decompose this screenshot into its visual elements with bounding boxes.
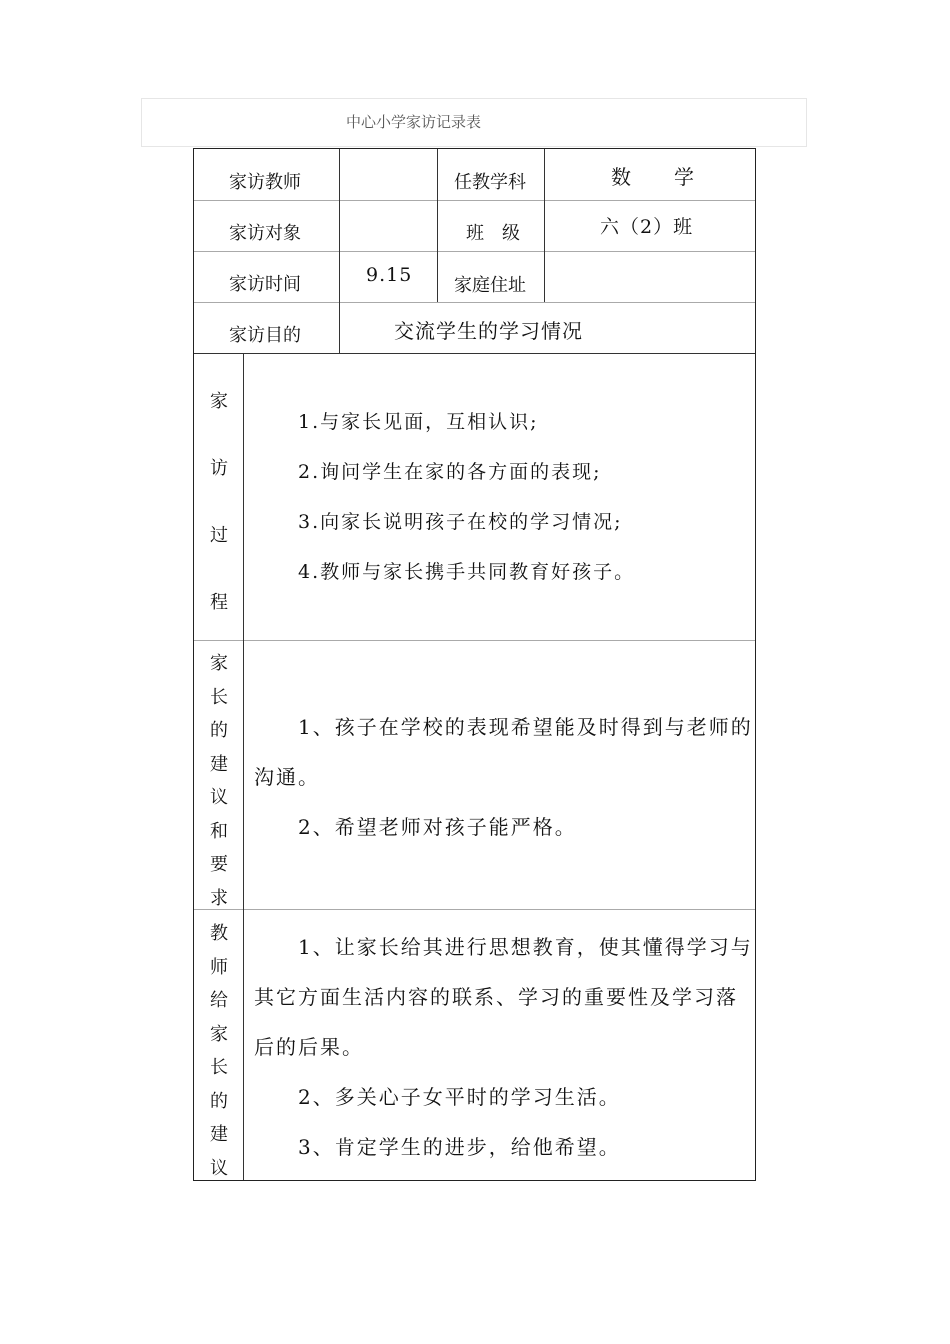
address-label: 家庭住址 (454, 275, 526, 296)
document-title: 中心小学家访记录表 (346, 113, 482, 131)
parent-label-char: 求 (210, 887, 228, 909)
teacher-suggestion-line: 2、多关心子女平时的学习生活。 (298, 1085, 621, 1109)
teacher-suggestion-line: 后的后果。 (254, 1035, 364, 1059)
process-label-char: 家 (210, 391, 228, 412)
parent-suggestion-line: 沟通。 (254, 765, 320, 789)
purpose-value: 交流学生的学习情况 (394, 319, 583, 343)
process-label-char: 过 (210, 525, 228, 546)
teacher-suggestions-label (194, 919, 244, 1187)
teacher-label-char: 师 (210, 956, 228, 978)
parent-suggestion-line: 2、希望老师对孩子能严格。 (298, 815, 577, 839)
teacher-label-char: 给 (210, 990, 228, 1011)
process-item: 1.与家长见面，互相认识; (298, 411, 539, 433)
parent-label-char: 长 (210, 686, 228, 708)
parent-suggestions-label (194, 649, 244, 917)
subject-label: 任教学科 (454, 172, 526, 193)
visit-record-table (193, 148, 756, 1181)
teacher-label-char: 家 (210, 1023, 228, 1045)
parent-label-char: 和 (210, 820, 228, 842)
time-value: 9.15 (366, 264, 413, 286)
parent-label-char: 议 (210, 787, 228, 808)
parent-label-char: 家 (210, 653, 228, 674)
process-item: 3.向家长说明孩子在校的学习情况; (298, 511, 623, 533)
teacher-label-char: 议 (210, 1157, 228, 1179)
subject-value: 数 学 (611, 165, 695, 189)
class-value: 六（2）班 (600, 216, 694, 238)
student-label: 家访对象 (229, 223, 301, 244)
parent-label-char: 的 (210, 720, 228, 741)
class-label: 班 级 (466, 223, 520, 244)
process-label-char: 访 (210, 458, 228, 479)
purpose-label: 家访目的 (229, 325, 301, 346)
teacher-label-char: 长 (210, 1057, 228, 1078)
process-item: 2.询问学生在家的各方面的表现; (298, 461, 602, 483)
parent-suggestion-line: 1、孩子在学校的表现希望能及时得到与老师的 (298, 715, 753, 739)
teacher-label: 家访教师 (229, 172, 301, 193)
time-label: 家访时间 (229, 274, 301, 295)
process-item: 4.教师与家长携手共同教育好孩子。 (298, 561, 636, 583)
parent-label-char: 要 (210, 854, 228, 875)
teacher-suggestion-line: 3、肯定学生的进步，给他希望。 (298, 1135, 621, 1159)
header-box (141, 98, 807, 147)
parent-label-char: 建 (210, 753, 228, 775)
teacher-suggestion-line: 其它方面生活内容的联系、学习的重要性及学习落 (254, 985, 738, 1009)
process-label (194, 387, 244, 655)
teacher-label-char: 建 (210, 1124, 228, 1145)
process-label-char: 程 (210, 592, 228, 613)
teacher-label-char: 教 (210, 923, 228, 944)
teacher-suggestion-line: 1、让家长给其进行思想教育，使其懂得学习与 (298, 935, 753, 959)
teacher-label-char: 的 (210, 1090, 228, 1112)
